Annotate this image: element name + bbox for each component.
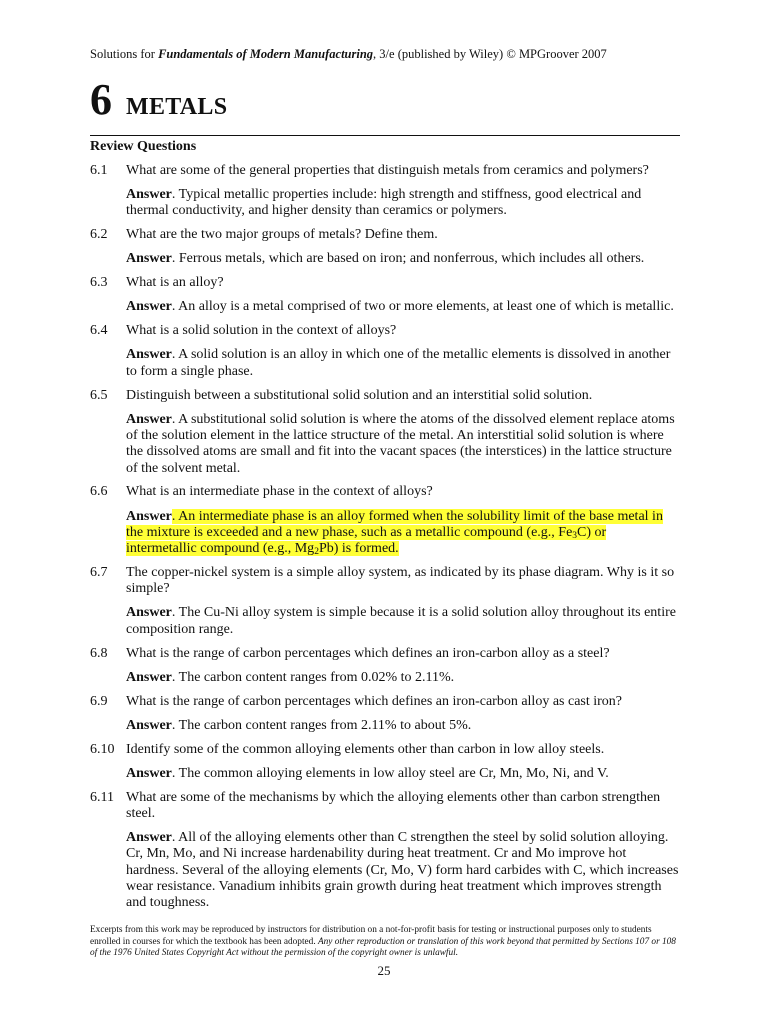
- answer: [126, 251, 680, 267]
- question-text: What is an alloy?: [126, 275, 224, 291]
- question-number: 6.2: [90, 227, 108, 243]
- answer-text: . A substitutional solid solution is where the atoms of the dissolved element replace atoms of the solution element in the lattice structure of the metal. An interstitial solid solution is where the dissolved atoms are small and fit into the vacant spaces (the interstices) in the lattice structure of the solvent metal.: [126, 411, 675, 476]
- question-text: Distinguish between a substitutional solid solution and an interstitial solid solution.: [126, 387, 593, 403]
- qa-item-6-2: [90, 227, 680, 267]
- answer: [126, 412, 680, 477]
- qa-item-6-4: [90, 323, 680, 380]
- question-number: 6.9: [90, 693, 108, 709]
- answer-text: . The carbon content ranges from 2.11% to about 5%.: [171, 717, 472, 733]
- question-text: What are the two major groups of metals? Define them.: [126, 227, 438, 243]
- answer-text-part: Pb) is formed.: [318, 541, 399, 557]
- footer-italic-text: Any other reproduction or translation of this work beyond that permitted by Sections 107 or 108 of the 1976 United States Copyright Act without the permission of the copyright owner is unlawful.: [90, 936, 676, 959]
- question-text: The copper-nickel system is a simple alloy system, as indicated by its phase diagram. Why is it so simple?: [126, 564, 675, 597]
- qa-item-6-5: [90, 388, 680, 477]
- answer-text: . The common alloying elements in low alloy steel are Cr, Mn, Mo, Ni, and V.: [171, 765, 609, 781]
- answer: [126, 718, 680, 734]
- answer-label: Answer: [126, 605, 172, 621]
- qa-item-6-7: [90, 565, 680, 638]
- review-questions-list: [90, 163, 680, 919]
- qa-item-6-3: [90, 275, 680, 315]
- qa-item-6-10: [90, 742, 680, 782]
- answer-text-part: C) or intermetallic compound (e.g., Mg: [126, 524, 607, 557]
- answer-text: . Typical metallic properties include: high strength and stiffness, good electrical and thermal conductivity, and higher density than ceramics or polymers.: [126, 187, 642, 219]
- answer-label: Answer: [126, 251, 172, 267]
- qa-item-6-8: [90, 646, 680, 686]
- answer-text: . The carbon content ranges from 0.02% to 2.11%.: [171, 669, 455, 685]
- answer: [126, 670, 680, 686]
- answer-text-part: . An intermediate phase is an alloy formed when the solubility limit of the base metal in the mixture is exceeded and a new phase, such as a metallic compound (e.g., Fe: [126, 508, 663, 540]
- answer: [126, 187, 680, 220]
- chapter-number: 6: [90, 75, 112, 124]
- qa-item-6-9: [90, 694, 680, 734]
- answer: [126, 830, 680, 911]
- answer: [126, 509, 680, 558]
- answer-label: Answer: [126, 717, 172, 733]
- answer-text: . The Cu-Ni alloy system is simple because it is a solid solution alloy throughout its entire composition range.: [126, 605, 676, 637]
- question-number: 6.1: [90, 163, 108, 178]
- answer-text: . A solid solution is an alloy in which one of the metallic elements is dissolved in another to form a single phase.: [126, 347, 671, 379]
- book-title: Fundamentals of Modern Manufacturing: [158, 47, 374, 61]
- question-number: 6.4: [90, 323, 108, 339]
- question-number: 6.8: [90, 645, 108, 661]
- question-number: 6.10: [90, 741, 115, 757]
- answer-label: Answer: [126, 669, 172, 685]
- running-header: [90, 47, 690, 62]
- header-prefix: Solutions for: [90, 47, 159, 61]
- section-title: Review Questions: [90, 139, 197, 154]
- question-number: 6.11: [90, 789, 114, 805]
- answer: [126, 299, 680, 315]
- question-number: 6.7: [90, 564, 108, 580]
- question-text: What are some of the mechanisms by which the alloying elements other than carbon strengthen steel.: [126, 789, 661, 821]
- question-number: 6.3: [90, 275, 108, 291]
- qa-item-6-11: [90, 790, 680, 912]
- answer: [126, 605, 680, 638]
- answer-text: . All of the alloying elements other than C strengthen the steel by solid solution alloying. Cr, Mn, Mo, and Ni increase hardenability during heat treatment. Cr and Mo improve hot hardness. Several of the alloying elements (Cr, Mo, V) form hard carbides with C, which increases wear resistance. Vanadium inhibits grain growth during heat treatment which improves strength and toughness.: [126, 829, 679, 911]
- question-text: What is the range of carbon percentages which defines an iron-carbon alloy as cast iron?: [126, 693, 623, 709]
- copyright-footer: [90, 925, 682, 960]
- answer-text: . Ferrous metals, which are based on iron; and nonferrous, which includes all others.: [171, 251, 645, 267]
- answer-text: . An alloy is a metal comprised of two or more elements, at least one of which is metallic.: [171, 299, 674, 315]
- question-number: 6.5: [90, 387, 108, 403]
- question-text: What is a solid solution in the context of alloys?: [126, 323, 397, 339]
- answer-label: Answer: [126, 829, 172, 845]
- header-suffix: , 3/e (published by Wiley) © MPGroover 2007: [373, 47, 607, 61]
- question-number: 6.6: [90, 484, 108, 500]
- answer-label: Answer: [126, 411, 172, 427]
- answer-label: Answer: [126, 187, 172, 203]
- highlighted-answer-text: [126, 509, 663, 557]
- answer: [126, 347, 680, 380]
- question-text: Identify some of the common alloying elements other than carbon in low alloy steels.: [126, 741, 605, 757]
- heading-rule: [90, 135, 680, 136]
- answer-label: Answer: [126, 508, 172, 524]
- footer-text: Excerpts from this work may be reproduced by instructors for distribution on a not-for-profit basis for testing or instructional purposes only to students enrolled in courses for which the textbook has been adopted.: [90, 925, 652, 947]
- question-text: What is an intermediate phase in the context of alloys?: [126, 484, 433, 500]
- answer-label: Answer: [126, 347, 172, 363]
- answer: [126, 766, 680, 782]
- question-text: What is the range of carbon percentages which defines an iron-carbon alloy as a steel?: [126, 645, 610, 661]
- page-number: 25: [377, 963, 391, 978]
- answer-label: Answer: [126, 299, 172, 315]
- qa-item-6-6: [90, 484, 680, 557]
- subscript: 2: [314, 547, 319, 558]
- chapter-title: METALS: [126, 94, 228, 120]
- question-text: What are some of the general properties that distinguish metals from ceramics and polymers?: [126, 163, 649, 178]
- chapter-heading: [90, 75, 228, 124]
- subscript: 3: [572, 530, 578, 541]
- answer-label: Answer: [126, 765, 172, 781]
- qa-item-6-1: [90, 163, 680, 220]
